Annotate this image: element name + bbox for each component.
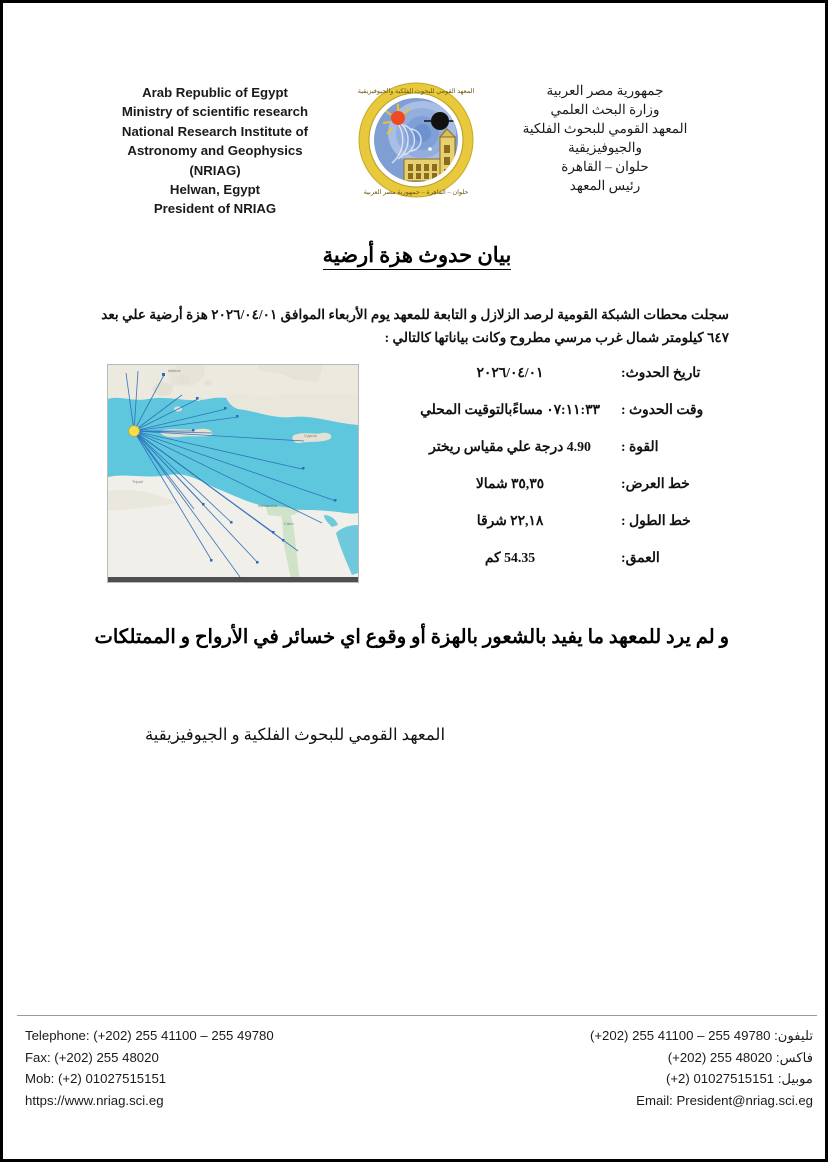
earthquake-details-table	[389, 365, 729, 587]
footer-telephone-ar-value: (+202) 255 41100 – 255 49780	[589, 1028, 771, 1043]
detail-value-magnitude: 4.90 درجة علي مقياس ريختر	[429, 439, 591, 454]
signature-line: المعهد القومي للبحوث الفلكية و الجيوفيزيقية	[144, 725, 446, 744]
footer-fax-ar-label: فاكس:	[775, 1049, 813, 1065]
svg-text:Cairo: Cairo	[284, 521, 294, 526]
detail-label-depth: العمق:	[621, 550, 660, 565]
footer-mobile-ar-label: موبيل:	[777, 1071, 813, 1086]
epicenter-map	[107, 364, 359, 583]
footer-telephone-ar	[590, 1025, 813, 1047]
header-english-line-6: Helwan, Egypt	[169, 182, 261, 198]
page-title-text: بيان حدوث هزة أرضية	[323, 243, 512, 270]
svg-text:Alexandria: Alexandria	[258, 503, 277, 508]
footer-right-block	[590, 1025, 813, 1111]
table-row	[389, 550, 729, 587]
detail-value-time: ٠٧:١١:٣٣ مساءًبالتوقيت المحلي	[420, 402, 600, 417]
header-arabic-line-5: حلوان – القاهرة	[561, 159, 649, 174]
footer-mobile-ar-value: (+2) 01027515151	[665, 1071, 775, 1086]
nriag-logo-icon	[352, 81, 480, 199]
header-arabic-line-3: المعهد القومي للبحوث الفلكية	[522, 121, 688, 136]
table-row	[389, 513, 729, 550]
footer-email-link[interactable]: Email: President@nriag.sci.eg	[636, 1092, 813, 1108]
svg-text:حلوان – القاهرة – جمهورية مصر: حلوان – القاهرة – جمهورية مصر العربية	[363, 189, 469, 196]
document-footer	[17, 1025, 817, 1135]
detail-label-date: تاريخ الحدوث:	[621, 365, 701, 380]
detail-value-latitude: ٣٥,٣٥ شمالا	[475, 476, 545, 491]
footer-divider	[17, 1015, 817, 1016]
header-arabic-block	[475, 81, 735, 195]
header-english-line-5: (NRIAG)	[189, 162, 241, 178]
svg-text:Cyprus: Cyprus	[304, 433, 317, 438]
svg-text:Tripoli: Tripoli	[132, 479, 143, 484]
detail-value-longitude: ٢٢,١٨ شرقا	[476, 513, 544, 528]
header-english-line-7: President of NRIAG	[153, 201, 277, 217]
header-english-line-3: National Research Institute of	[121, 123, 309, 139]
header-english-block	[95, 83, 335, 219]
footer-mobile: Mob: (+2) 01027515151	[25, 1071, 167, 1086]
footer-fax: Fax: (+202) 255 48020	[25, 1049, 159, 1065]
header-english-line-4: Astronomy and Geophysics	[127, 143, 303, 159]
detail-value-date: ٢٠٢٦/٠٤/٠١	[476, 365, 544, 380]
page-title	[3, 243, 828, 268]
intro-paragraph: سجلت محطات الشبكة القومية لرصد الزلازل و التابعة للمعهد يوم الأربعاء الموافق ٢٠٢٦/٠٤/٠١ هزة أرضية علي بعد ٦٤٧ كيلومتر شمال غرب مرسي مطروح وكانت بياناتها كالتالي :	[101, 307, 729, 345]
table-row	[389, 365, 729, 402]
footer-mobile-ar	[590, 1068, 813, 1090]
header-arabic-line-2: وزارة البحث العلمي	[550, 102, 660, 117]
header-arabic-line-6: رئيس المعهد	[569, 178, 641, 193]
detail-value-depth: 54.35 كم	[484, 550, 536, 565]
footer-fax-ar	[590, 1047, 813, 1069]
footer-telephone-ar-label: تليفون:	[774, 1028, 813, 1043]
detail-label-longitude: خط الطول :	[621, 513, 691, 528]
detail-label-time: وقت الحدوث :	[621, 402, 704, 417]
no-damage-statement: و لم يرد للمعهد ما يفيد بالشعور بالهزة أو وقوع اي خسائر في الأرواح و الممتلكات	[94, 627, 729, 648]
table-row	[389, 439, 729, 476]
footer-telephone: Telephone: (+202) 255 41100 – 255 49780	[25, 1028, 274, 1043]
header-arabic-line-1: جمهورية مصر العربية	[546, 83, 664, 98]
header-arabic-line-4: والجيوفيزيقية	[567, 140, 643, 155]
footer-left-block	[25, 1025, 274, 1111]
footer-fax-ar-value: (+202) 255 48020	[667, 1049, 773, 1065]
footer-website-link[interactable]: https://www.nriag.sci.eg	[25, 1092, 164, 1108]
header-english-line-1: Arab Republic of Egypt	[142, 85, 288, 100]
document-header	[3, 75, 828, 217]
table-row	[389, 402, 729, 439]
detail-label-latitude: خط العرض:	[621, 476, 690, 491]
svg-text:Athens: Athens	[168, 368, 181, 373]
svg-text:المعهد القومي للبحوث الفلكية و: المعهد القومي للبحوث الفلكية والجيوفيزيقية	[357, 88, 475, 95]
table-row	[389, 476, 729, 513]
header-english-line-2: Ministry of scientific research	[121, 104, 309, 120]
detail-label-magnitude: القوة :	[621, 439, 659, 454]
